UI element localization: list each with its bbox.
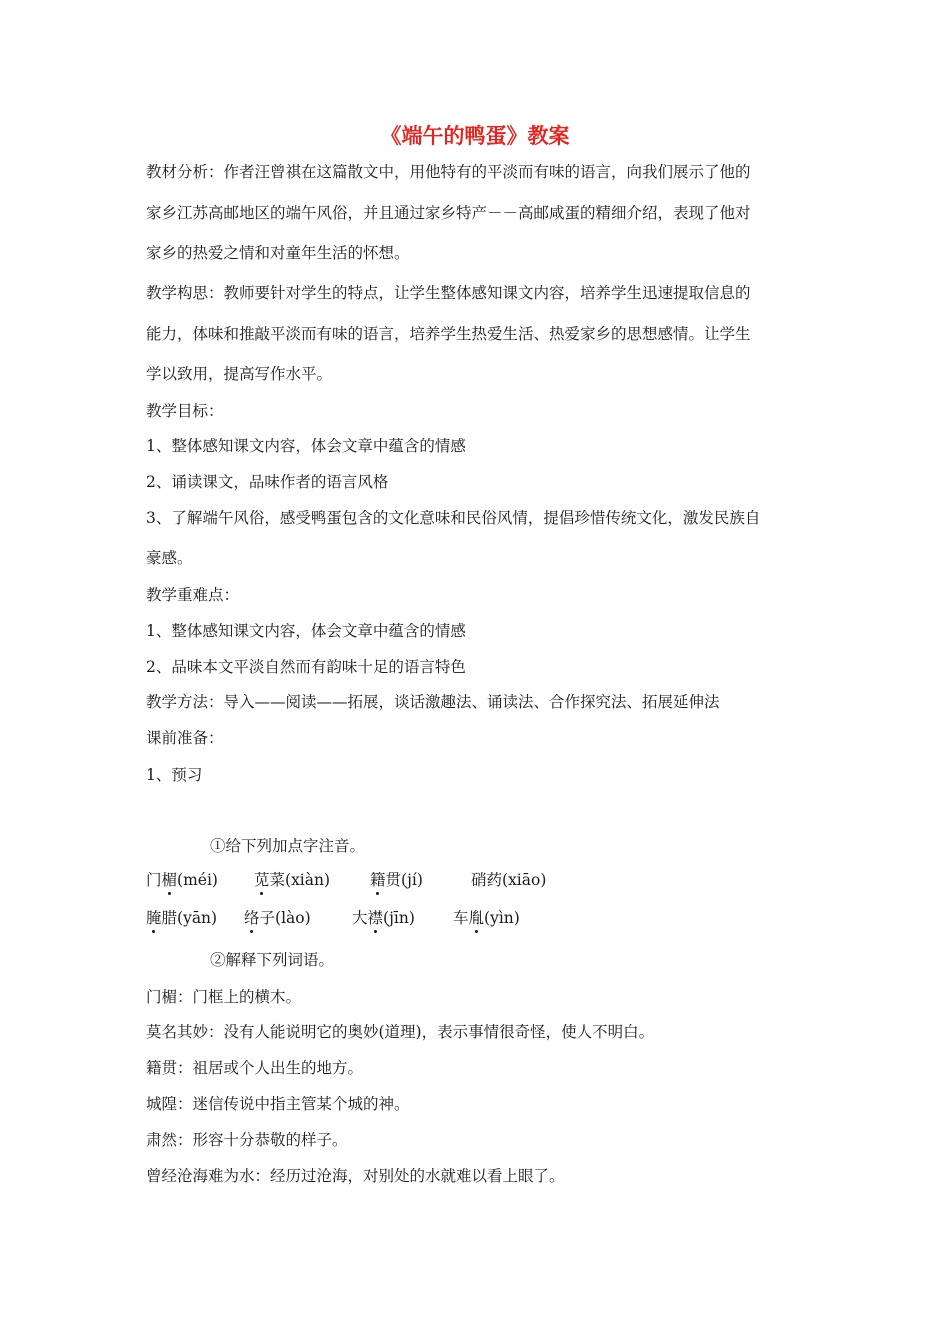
pinyin-entry: 大襟(jīn) [352, 909, 415, 927]
goals-heading: 教学目标： [146, 402, 224, 420]
prep-heading: 课前准备： [146, 729, 224, 747]
goal-item: 1、整体感知课文内容，体会文章中蕴含的情感 [146, 437, 466, 455]
pinyin-entry: 门楣(méi) [146, 871, 218, 889]
pinyin-entry: 腌腊(yān) [146, 909, 218, 927]
analysis-line: 教材分析：作者汪曾祺在这篇散文中，用他特有的平淡而有味的语言，向我们展示了他的 [146, 163, 751, 181]
analysis-line: 家乡的热爱之情和对童年生活的怀想。 [146, 244, 410, 262]
pinyin-task: ①给下列加点字注音。 [210, 837, 366, 855]
concept-line: 教学构思：教师要针对学生的特点，让学生整体感知课文内容，培养学生迅速提取信息的 [146, 284, 751, 302]
key-points-heading: 教学重难点： [146, 586, 240, 604]
pinyin-entry: 苋菜(xiàn) [254, 871, 331, 889]
pinyin-entry: 络子(lào) [244, 909, 311, 927]
pinyin-entry: 籍贯(jí) [370, 871, 423, 889]
analysis-line: 家乡江苏高邮地区的端午风俗，并且通过家乡特产－－高邮咸蛋的精细介绍，表现了他对 [146, 204, 751, 222]
definition-item: 门楣：门框上的横木。 [146, 988, 302, 1006]
definition-item: 肃然：形容十分恭敬的样子。 [146, 1131, 348, 1149]
definition-item: 曾经沧海难为水：经历过沧海，对别处的水就难以看上眼了。 [146, 1167, 565, 1185]
key-point-item: 1、整体感知课文内容，体会文章中蕴含的情感 [146, 622, 466, 640]
key-point-item: 2、品味本文平淡自然而有韵味十足的语言特色 [146, 658, 466, 676]
definition-item: 莫名其妙：没有人能说明它的奥妙(道理)，表示事情很奇怪，使人不明白。 [146, 1023, 655, 1041]
teaching-method: 教学方法：导入——阅读——拓展，谈话激趣法、诵读法、合作探究法、拓展延伸法 [146, 693, 720, 711]
pinyin-row [146, 870, 816, 892]
goal-item: 3、了解端午风俗，感受鸭蛋包含的文化意味和民俗风情，提倡珍惜传统文化，激发民族自 [146, 509, 761, 527]
concept-line: 能力，体味和推敲平淡而有味的语言，培养学生热爱生活、热爱家乡的思想感情。让学生 [146, 325, 751, 343]
pinyin-entry: 硝药(xiāo) [471, 871, 547, 889]
prep-item: 1、预习 [146, 766, 203, 784]
document-title: 《端午的鸭蛋》教案 [380, 123, 570, 148]
definition-item: 籍贯：祖居或个人出生的地方。 [146, 1059, 364, 1077]
goal-item: 豪感。 [146, 549, 193, 567]
pinyin-entry: 车胤(yìn) [453, 909, 520, 927]
goal-item: 2、诵读课文，品味作者的语言风格 [146, 473, 389, 491]
definition-item: 城隍：迷信传说中指主管某个城的神。 [146, 1095, 410, 1113]
concept-line: 学以致用，提高写作水平。 [146, 365, 333, 383]
explain-task: ②解释下列词语。 [210, 951, 335, 969]
pinyin-row [146, 908, 816, 930]
